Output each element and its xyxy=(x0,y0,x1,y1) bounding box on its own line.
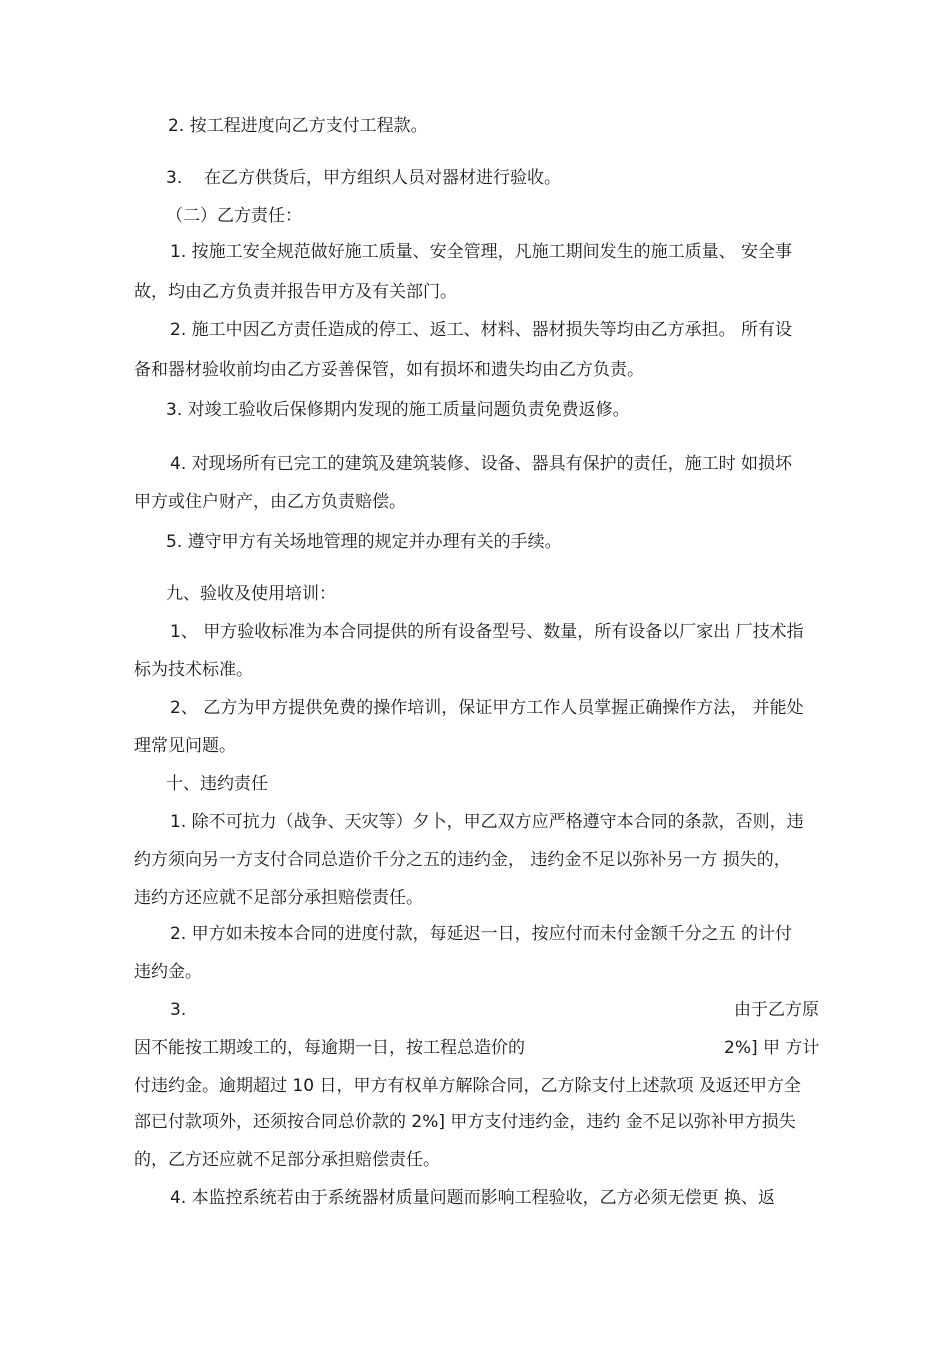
text-line: 1. 除不可抗力（战争、天灾等）夕卜，甲乙双方应严格遵守本合同的条款，否则，违 xyxy=(170,812,804,832)
text-line: 3. xyxy=(170,1000,187,1020)
text-line: 在乙方供货后，甲方组织人员对器材进行验收。 xyxy=(204,168,561,188)
text-line: 违约金。 xyxy=(134,962,202,982)
text-line: 2%] 甲 方计 xyxy=(724,1038,820,1058)
text-line: 甲方或住户财产，由乙方负责赔偿。 xyxy=(134,492,406,512)
text-line: 备和器材验收前均由乙方妥善保管，如有损坏和遗失均由乙方负责。 xyxy=(134,360,644,380)
text-line: 2. 按工程进度向乙方支付工程款。 xyxy=(168,116,428,136)
text-line: 4. 对现场所有已完工的建筑及建筑装修、设备、器具有保护的责任，施工时 如损坏 xyxy=(170,454,793,474)
text-line: 故，均由乙方负责并报告甲方及有关部门。 xyxy=(134,282,457,302)
text-line: 3. xyxy=(166,168,183,188)
section-heading: （二）乙方责任： xyxy=(166,206,302,226)
text-line: 约方须向另一方支付合同总造价千分之五的违约金， 违约金不足以弥补另一方 损失的， xyxy=(134,850,791,870)
text-line: 违约方还应就不足部分承担赔偿责任。 xyxy=(134,888,423,908)
text-line: 5. 遵守甲方有关场地管理的规定并办理有关的手续。 xyxy=(166,532,562,552)
text-line: 4. 本监控系统若由于系统器材质量问题而影响工程验收，乙方必须无偿更 换、返 xyxy=(170,1188,776,1208)
text-line: 2、 乙方为甲方提供免费的操作培训，保证甲方工作人员掌握正确操作方法， 并能处 xyxy=(170,698,804,718)
text-line: 理常见问题。 xyxy=(134,736,236,756)
text-line: 的，乙方还应就不足部分承担赔偿责任。 xyxy=(134,1150,440,1170)
text-line: 2. 甲方如未按本合同的进度付款，每延迟一日，按应付而未付金额千分之五 的计付 xyxy=(170,924,793,944)
text-line: 3. 对竣工验收后保修期内发现的施工质量问题负责免费返修。 xyxy=(166,400,630,420)
text-line: 1、 甲方验收标准为本合同提供的所有设备型号、数量，所有设备以厂家出 厂技术指 xyxy=(170,622,804,642)
text-line: 2. 施工中因乙方责任造成的停工、返工、材料、器材损失等均由乙方承担。 所有设 xyxy=(170,320,793,340)
text-line: 因不能按工期竣工的，每逾期一日，按工程总造价的 xyxy=(134,1038,525,1058)
text-line: 部已付款项外，还须按合同总价款的 2%] 甲方支付违约金，违约 金不足以弥补甲方损失 xyxy=(134,1112,796,1132)
text-line: 付违约金。逾期超过 10 日，甲方有权单方解除合同，乙方除支付上述款项 及返还甲方全 xyxy=(134,1076,801,1096)
text-line: 1. 按施工安全规范做好施工质量、安全管理，凡施工期间发生的施工质量、 安全事 xyxy=(170,242,793,262)
section-heading: 十、违约责任 xyxy=(166,774,268,794)
text-line: 由于乙方原 xyxy=(734,1000,819,1020)
text-line: 标为技术标准。 xyxy=(134,660,253,680)
section-heading: 九、验收及使用培训： xyxy=(166,584,336,604)
